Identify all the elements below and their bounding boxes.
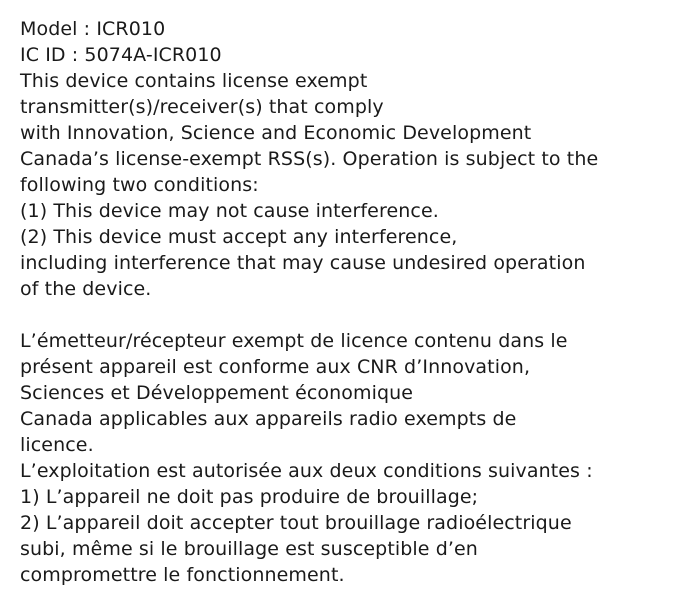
french-line: licence.	[20, 434, 94, 456]
english-line: of the device.	[20, 278, 152, 300]
english-line: with Innovation, Science and Economic Development	[20, 122, 532, 144]
french-line: 1) L’appareil ne doit pas produire de brouillage;	[20, 486, 479, 508]
french-line: compromettre le fonctionnement.	[20, 564, 345, 586]
french-notice	[20, 328, 680, 588]
model-line: Model : ICR010	[20, 18, 166, 40]
french-line: L’émetteur/récepteur exempt de licence contenu dans le	[20, 330, 568, 352]
french-line: Sciences et Développement économique	[20, 382, 414, 404]
english-line: transmitter(s)/receiver(s) that comply	[20, 96, 384, 118]
french-line: subi, même si le brouillage est susceptible d’en	[20, 538, 478, 560]
paragraph-gap	[20, 302, 680, 328]
english-line: including interference that may cause undesired operation	[20, 252, 586, 274]
french-line: 2) L’appareil doit accepter tout brouillage radioélectrique	[20, 512, 572, 534]
english-line: (2) This device must accept any interference,	[20, 226, 458, 248]
french-line: Canada applicables aux appareils radio exempts de	[20, 408, 517, 430]
french-line: L’exploitation est autorisée aux deux conditions suivantes :	[20, 460, 593, 482]
english-line: This device contains license exempt	[20, 70, 368, 92]
english-notice	[20, 68, 680, 302]
english-line: following two conditions:	[20, 174, 259, 196]
compliance-statement	[20, 16, 680, 588]
english-line: Canada’s license-exempt RSS(s). Operation is subject to the	[20, 148, 599, 170]
english-line: (1) This device may not cause interference.	[20, 200, 439, 222]
french-line: présent appareil est conforme aux CNR d’Innovation,	[20, 356, 531, 378]
ic-id-line: IC ID : 5074A-ICR010	[20, 44, 222, 66]
